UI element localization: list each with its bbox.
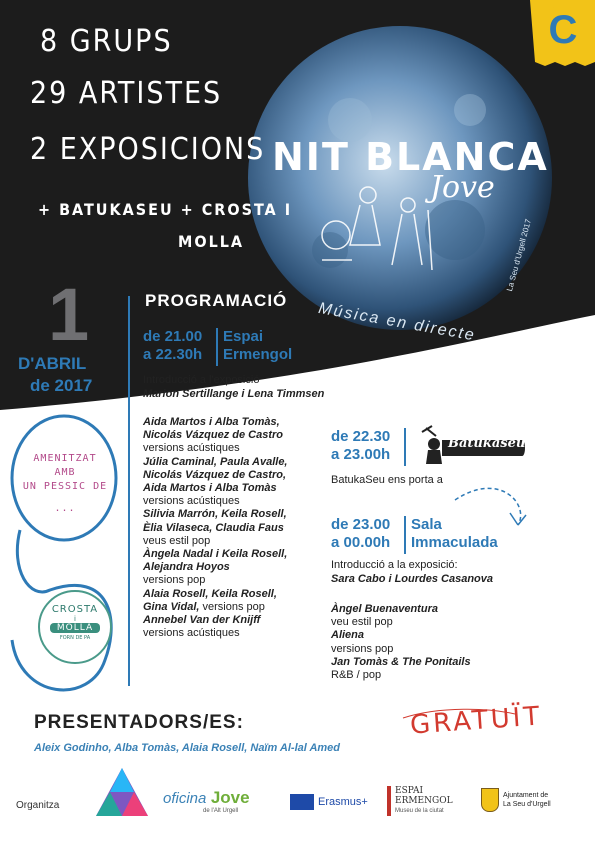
ajuntament-line2: La Seu d'Urgell xyxy=(503,801,551,808)
date-month: D'ABRIL xyxy=(18,354,87,373)
act-names: Nicolás Vázquez de Castro, xyxy=(143,468,287,481)
amenitzat-line2: UN PESSIC DE xyxy=(22,481,108,492)
stat-artistes: 29 ARTISTES xyxy=(30,76,223,111)
oficina-jove-logo xyxy=(163,788,273,814)
jove-text: Jove xyxy=(210,788,250,807)
eu-flag-icon xyxy=(290,794,314,810)
slot1-time-start: de 21.00 xyxy=(143,328,203,345)
amenitzat-line1: AMENITZAT AMB xyxy=(33,453,97,478)
molla-label: MOLLA xyxy=(50,623,100,633)
act-names: Nicolás Vázquez de Castro xyxy=(143,429,283,442)
act-line xyxy=(143,548,318,561)
organitza-label: Organitza xyxy=(16,800,60,811)
ajuntament-text-block xyxy=(503,791,551,809)
slot1-venue-line2: Ermengol xyxy=(223,346,293,363)
date-day: 1 xyxy=(48,273,90,356)
slot2-text: BatukaSeu ens porta a xyxy=(331,474,443,486)
event-title: NIT BLANCA xyxy=(272,135,549,179)
espai-line2: ERMENGOL xyxy=(395,796,453,806)
act-names: Àngela Nadal i Keila Rosell, xyxy=(143,548,288,561)
gratuit-label: GRATUÏT xyxy=(409,701,544,741)
act-names: Silivia Marrón, Keila Rosell, xyxy=(143,508,287,521)
espai-line1: ESPAI xyxy=(395,786,424,796)
programacio-heading: PROGRAMACIÓ xyxy=(145,291,288,310)
act-names: Aida Martos i Alba Tomàs, xyxy=(143,416,280,428)
act-names: Aida Martos i Alba Tomàs xyxy=(143,482,277,495)
act-line xyxy=(143,627,318,640)
slot2-time xyxy=(331,428,390,464)
slot3-time-end: a 00.00h xyxy=(331,534,391,551)
slot1-time xyxy=(143,328,202,364)
oficina-text: oficina xyxy=(163,790,207,807)
act-names: Gina Vidal, xyxy=(143,600,200,613)
slot1-venue-line1: Espai xyxy=(223,328,264,345)
act-names: Annebel Van der Knijff xyxy=(143,614,261,627)
act-names: Alejandra Hoyos xyxy=(143,561,230,574)
slot1-time-end: a 22.30h xyxy=(143,346,203,363)
presentadors-names: Aleix Godinho, Alba Tomàs, Alaia Rosell, Naïm Al-lal Amed xyxy=(34,742,341,754)
act-line xyxy=(143,469,318,482)
crosta-i: i xyxy=(74,615,76,623)
forn-label: FORN DE PA xyxy=(59,635,91,641)
stat-molla: MOLLA xyxy=(178,232,245,251)
ajuntament-logo xyxy=(481,788,551,812)
act-line xyxy=(143,442,318,455)
stat-batukaseu: + BATUKASEU + CROSTA I xyxy=(38,200,293,219)
event-place-year: La Seu d'Urgell 2017 xyxy=(505,218,533,293)
act-style: versions acústiques xyxy=(143,627,240,640)
ajuntament-line1: Ajuntament de xyxy=(503,792,549,799)
slot3-divider xyxy=(404,516,406,554)
slot2-time-start: de 22.30 xyxy=(331,428,391,445)
slot2-time-end: a 23.00h xyxy=(331,446,391,463)
espai-text-block xyxy=(395,786,453,816)
crosta-label: CROSTA xyxy=(51,604,99,615)
presentadors-heading: PRESENTADORS/ES: xyxy=(34,712,244,733)
act-line xyxy=(143,522,318,535)
acts-list xyxy=(143,416,318,640)
slot2-divider xyxy=(404,428,406,466)
act-line xyxy=(143,456,318,469)
slot3-venue-line1: Sala xyxy=(411,516,442,533)
act-line xyxy=(143,482,318,495)
slot3-acts xyxy=(331,603,471,682)
act-line xyxy=(143,574,318,587)
act-style: versions pop xyxy=(143,574,206,587)
espai-ermengol-logo xyxy=(387,786,453,816)
event-tagline: Música en directe xyxy=(317,300,477,345)
slot3-time-start: de 23.00 xyxy=(331,516,391,533)
slot3-artists: Sara Cabo i Lourdes Casanova xyxy=(331,573,493,585)
organizer-triangle-logo xyxy=(94,766,150,818)
act-style: versions acústiques xyxy=(143,442,240,455)
slot3-act-name: Aliena xyxy=(331,629,365,642)
amenitzat-text xyxy=(22,452,108,516)
coat-of-arms-icon xyxy=(481,788,499,812)
stat-exposicions: 2 EXPOSICIONS xyxy=(30,132,266,167)
slot1-divider xyxy=(216,328,218,366)
date-year: de 2017 xyxy=(30,376,93,395)
slot3-time xyxy=(331,516,390,552)
corner-logo-letter: C xyxy=(548,8,578,52)
slot3-act-name: Jan Tomàs & The Ponitails xyxy=(331,655,471,668)
act-line xyxy=(143,601,318,614)
slot3-act-name: Àngel Buenaventura xyxy=(331,603,438,615)
act-line xyxy=(143,429,318,442)
amenitzat-dots: ... xyxy=(54,503,76,514)
act-line xyxy=(143,416,318,429)
event-subtitle: Jove xyxy=(430,170,495,205)
act-line xyxy=(143,508,318,521)
slot3-act-style: veu estil pop xyxy=(331,616,393,629)
act-line xyxy=(143,495,318,508)
espai-line3: Museu de la ciutat xyxy=(395,808,444,814)
slot3-act-style: versions pop xyxy=(331,642,394,655)
slot3-venue-line2: Immaculada xyxy=(411,534,498,551)
slot3-act-style: R&B / pop xyxy=(331,669,382,682)
slot1-venue xyxy=(223,328,292,364)
act-names: Júlia Caminal, Paula Avalle, xyxy=(143,455,288,468)
act-line xyxy=(143,535,318,548)
act-style: versions pop xyxy=(199,600,265,613)
erasmus-text: Erasmus+ xyxy=(318,796,368,808)
act-style: veus estil pop xyxy=(143,534,211,547)
slot3-venue xyxy=(411,516,498,552)
slot3-intro: Introducció a la exposició: xyxy=(331,559,458,571)
act-names: Alaia Rosell, Keila Rosell, xyxy=(143,587,277,600)
slot1-intro: Introducció a l'exposició xyxy=(143,374,260,386)
programacio-rule xyxy=(128,296,130,686)
act-line xyxy=(143,561,318,574)
crosta-molla-logo xyxy=(38,590,112,664)
batukaseu-logo xyxy=(418,422,528,466)
act-line xyxy=(143,588,318,601)
alt-urgell-text: de l'Alt Urgell xyxy=(203,808,239,814)
act-style: versions acústiques xyxy=(143,495,240,508)
stat-grups: 8 GRUPS xyxy=(40,24,173,59)
erasmus-logo xyxy=(290,794,368,810)
espai-red-bar-icon xyxy=(387,786,391,816)
act-names: Èlia Vilaseca, Claudia Faus xyxy=(143,521,284,534)
act-line xyxy=(143,614,318,627)
batukaseu-logo-text: Batukaseu xyxy=(448,436,526,451)
slot1-artists: Marion Sertillange i Lena Timmsen xyxy=(143,388,325,400)
